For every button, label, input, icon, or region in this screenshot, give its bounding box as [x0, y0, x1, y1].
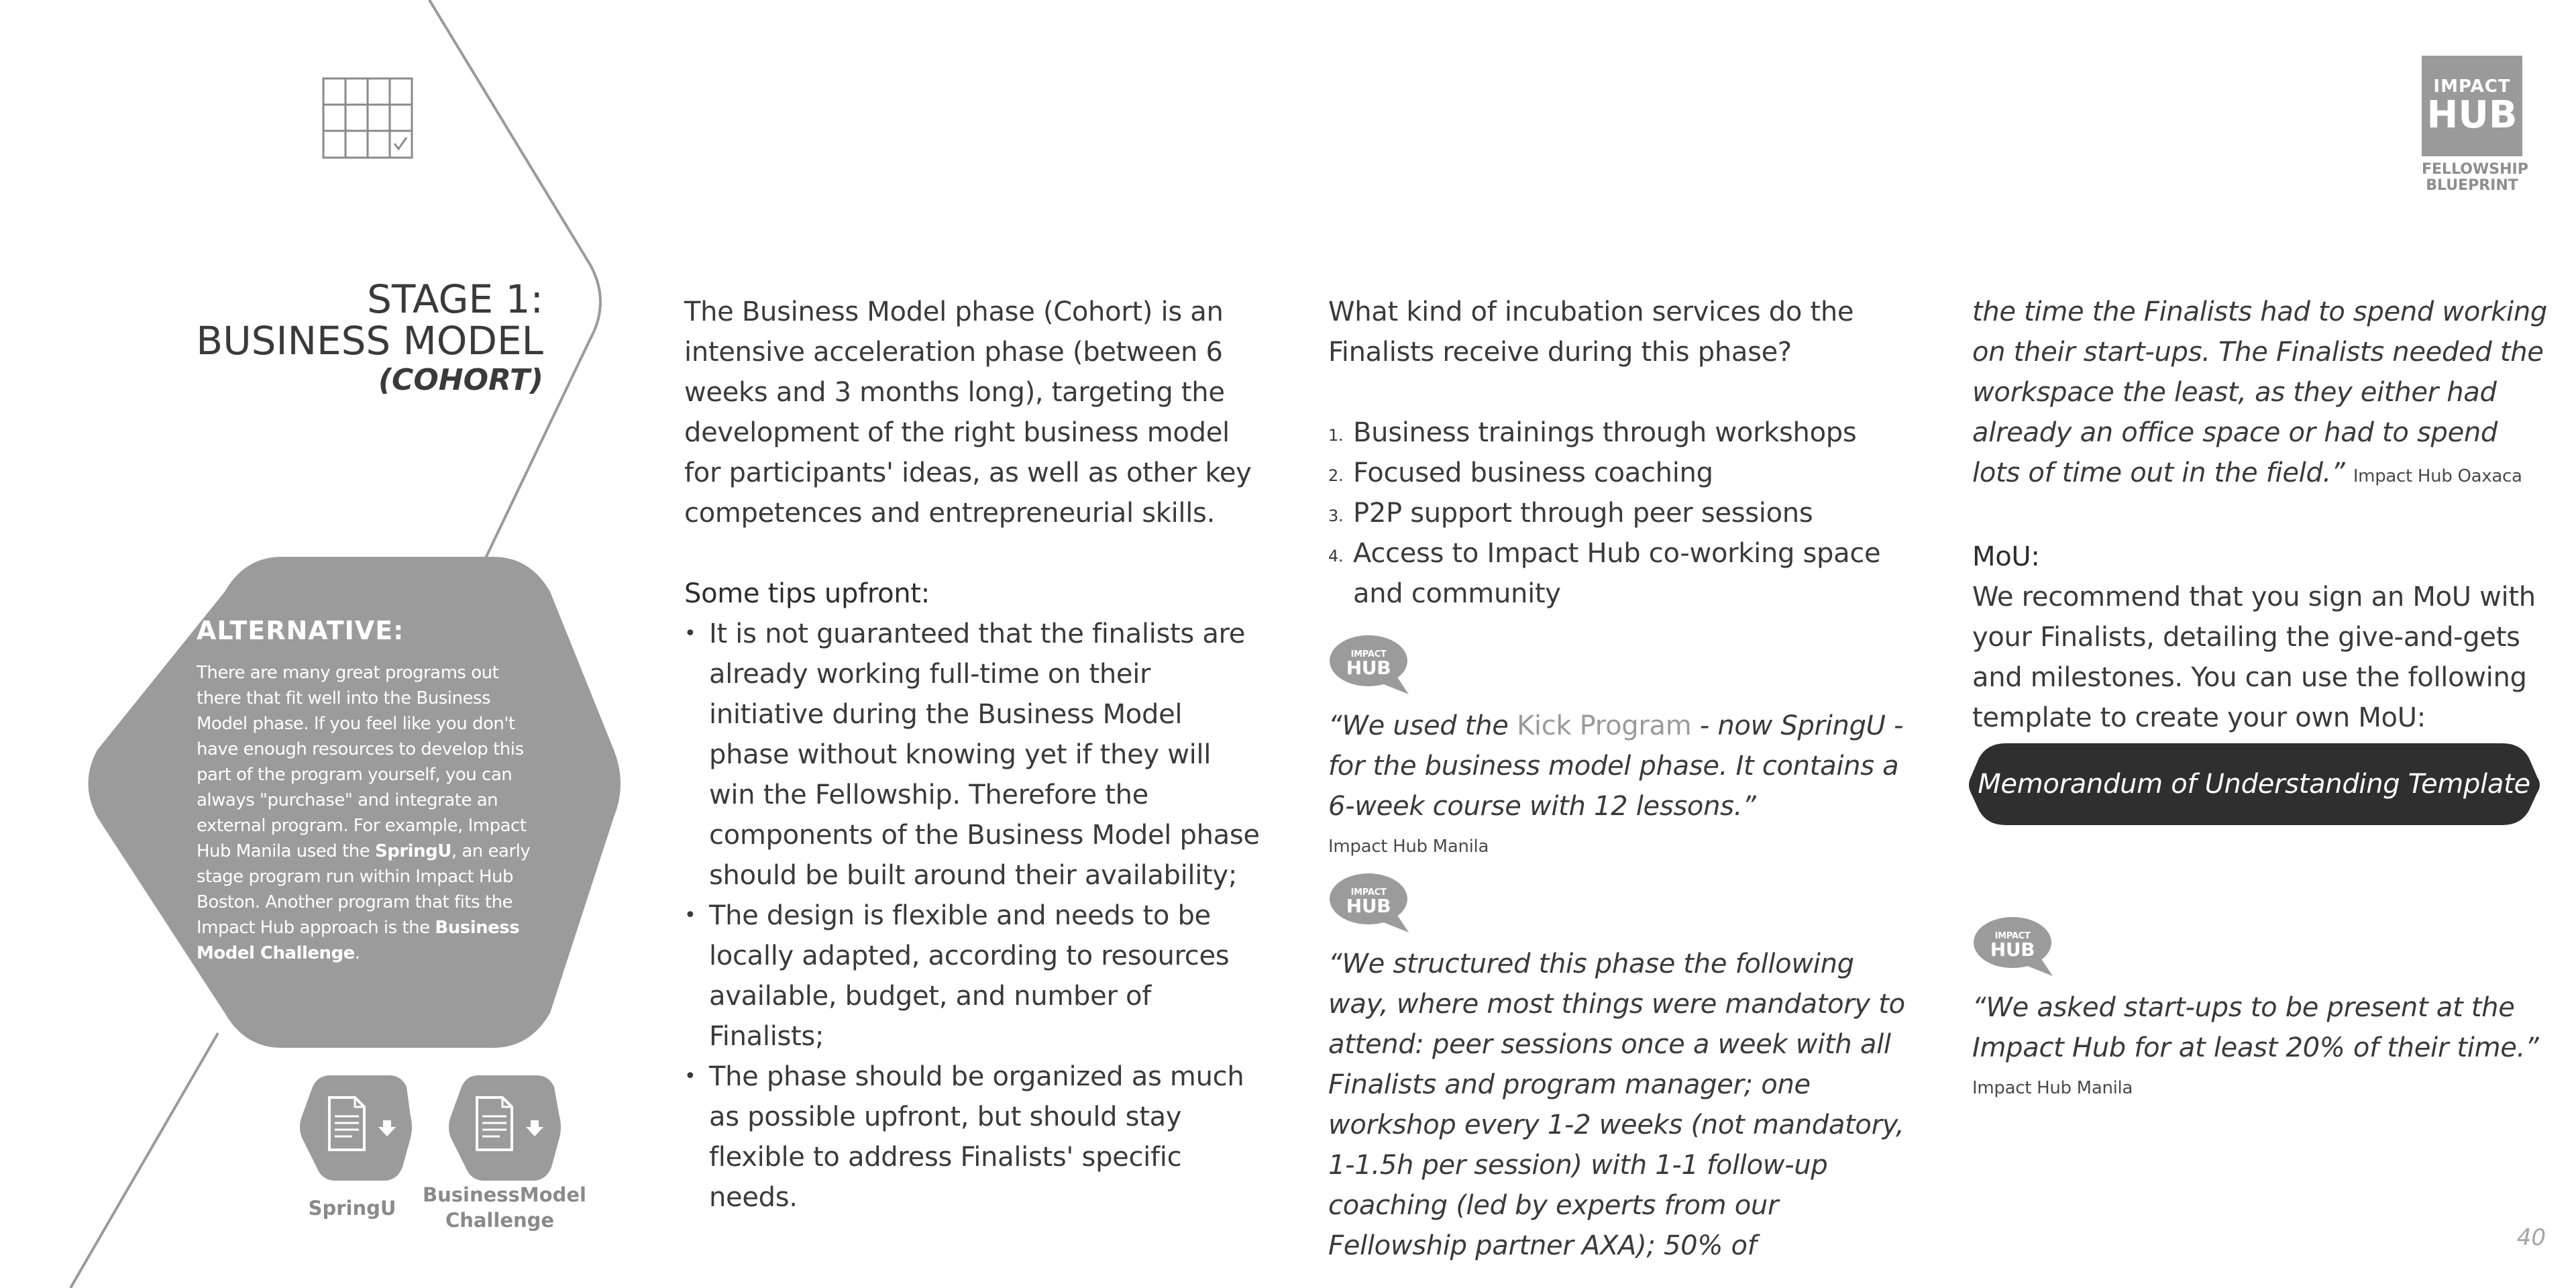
bmc-link[interactable]: Business Model Challenge	[197, 918, 520, 963]
bubble-line2: HUB	[1346, 895, 1391, 917]
alternative-body-1: There are many great programs out there that fit well into the Business Model phase. If you feel like you don't have enough resources to develop this part of the program yourself, you can always "purchase" and integrate an external program. For example, Impact Hub Manila used the	[197, 663, 527, 861]
springu-download-label[interactable]: SpringU	[308, 1197, 396, 1220]
services-question: What kind of incubation services do the Finalists receive during this phase?	[1328, 297, 1854, 368]
stage-line3: (COHORT)	[378, 363, 543, 397]
quote-structured: “We structured this phase the following way, where most things were mandatory to attend: peer sessions once a week with all Finalists and program manager; one workshop every 1-2 weeks (not mandatory, 1-1.5h per session) with 1-1 follow-up coaching (led by experts from our Fellowship partner AXA); 50% of	[1328, 949, 1905, 1261]
quote1-source: Impact Hub Manila	[1328, 837, 1489, 857]
stage-line2: BUSINESS MODEL	[196, 318, 543, 364]
alternative-box	[197, 616, 545, 966]
quote-oaxaca-text: the time the Finalists had to spend working on their start-ups. The Finalists needed the workspace the least, as they either had already an office space or had to spend lots of time out in the field.”	[1972, 297, 2547, 488]
alternative-body	[197, 660, 545, 966]
document-download-icon[interactable]	[325, 1093, 372, 1161]
bubble-line2: HUB	[1990, 938, 2035, 961]
quote1-part-b: - now SpringU - for the business model phase. It contains a 6-week course with 12 lessons.”	[1328, 710, 1904, 822]
logo-sub1: FELLOWSHIP	[2422, 161, 2528, 178]
tips-heading: Some tips upfront:	[684, 578, 930, 609]
logo-sub2: BLUEPRINT	[2426, 177, 2518, 194]
list-number: 3.	[1328, 506, 1344, 525]
column-2	[1328, 292, 1905, 1266]
list-item: • The phase should be organized as much as possible upfront, but should stay flexible to address Finalists' specific needs.	[684, 1057, 1261, 1218]
download-arrow-icon	[525, 1120, 545, 1138]
kick-program-link[interactable]: Kick Program	[1516, 710, 1692, 741]
list-number: 1.	[1328, 426, 1344, 445]
alternative-body-3: .	[354, 943, 360, 963]
mou-template-button[interactable]: Memorandum of Understanding Template	[1978, 769, 2530, 800]
quote-manila-1	[1328, 706, 1905, 826]
logo-line1: IMPACT	[2433, 76, 2511, 97]
bubble-line1: IMPACT	[1350, 888, 1387, 898]
list-item: • The design is flexible and needs to be locally adapted, according to resources available, budget, and number of Finalists;	[684, 896, 1261, 1057]
bmc-label-line1: BusinessModel	[423, 1183, 586, 1206]
logo-subtitle	[2422, 161, 2528, 194]
quote-manila-2: “We asked start-ups to be present at the Impact Hub for at least 20% of their time.”	[1972, 992, 2539, 1063]
intro-paragraph: The Business Model phase (Cohort) is an intensive acceleration phase (between 6 weeks and 3 months long), targeting the development of the right business model for participants' ideas, as well as other key competences and entrepreneurial skills.	[684, 297, 1252, 529]
list-text: Business trainings through workshops	[1353, 417, 1857, 448]
list-number: 2.	[1328, 466, 1344, 485]
mou-text: We recommend that you sign an MoU with your Finalists, detailing the give-and-gets and milestones. You can use the following template to create your own MoU:	[1972, 582, 2536, 733]
calendar-grid-icon	[322, 77, 416, 164]
list-item: • It is not guaranteed that the finalists are already working full-time on their initiative during the Business Model phase without knowing yet if they will win the Fellowship. Therefore the components of the Business Model phase should be built around their availability;	[684, 614, 1261, 896]
stage-line1: STAGE 1:	[367, 276, 543, 322]
list-text: Access to Impact Hub co-working space and community	[1353, 538, 1881, 609]
quote-oaxaca	[1972, 292, 2549, 496]
impact-hub-logo	[2422, 56, 2528, 194]
stage-title	[196, 278, 543, 399]
list-number: 4.	[1328, 547, 1344, 566]
logo-line2: HUB	[2426, 93, 2518, 137]
document-download-icon[interactable]	[473, 1093, 520, 1161]
logo-box	[2422, 56, 2522, 156]
bmc-download-label[interactable]	[423, 1182, 586, 1233]
list-item	[1328, 453, 1905, 493]
impact-hub-bubble-icon	[1328, 872, 1411, 932]
quote1-part-a: “We used the	[1328, 710, 1517, 741]
services-list	[1328, 413, 1905, 614]
impact-hub-bubble-icon	[1972, 916, 2055, 976]
column-3-lower	[1972, 916, 2549, 1100]
list-item	[1328, 533, 1905, 614]
tips-list	[684, 614, 1261, 1218]
list-text: P2P support through peer sessions	[1353, 498, 1813, 529]
mou-heading: MoU:	[1972, 541, 2040, 572]
alternative-title: ALTERNATIVE:	[197, 616, 405, 645]
springu-link[interactable]: SpringU	[375, 841, 451, 861]
bubble-line1: IMPACT	[1350, 649, 1387, 659]
column-3	[1972, 292, 2549, 738]
column-1	[684, 292, 1261, 1218]
list-text: Focused business coaching	[1353, 458, 1713, 488]
bubble-line2: HUB	[1346, 657, 1391, 679]
list-item	[1328, 493, 1905, 533]
page-number: 40	[2516, 1224, 2546, 1251]
alternative-body-2: , an early stage program run within Impact Hub Boston. Another program that fits the Impact Hub approach is the	[197, 841, 531, 938]
impact-hub-bubble-icon	[1328, 634, 1411, 694]
bmc-label-line2: Challenge	[445, 1209, 555, 1232]
stage-divider-line-lower	[70, 1033, 218, 1288]
quote-oaxaca-source: Impact Hub Oaxaca	[2353, 466, 2522, 486]
quote3-source: Impact Hub Manila	[1972, 1078, 2133, 1098]
download-arrow-icon	[377, 1120, 397, 1138]
bubble-line1: IMPACT	[1994, 931, 2031, 941]
list-item	[1328, 413, 1905, 453]
